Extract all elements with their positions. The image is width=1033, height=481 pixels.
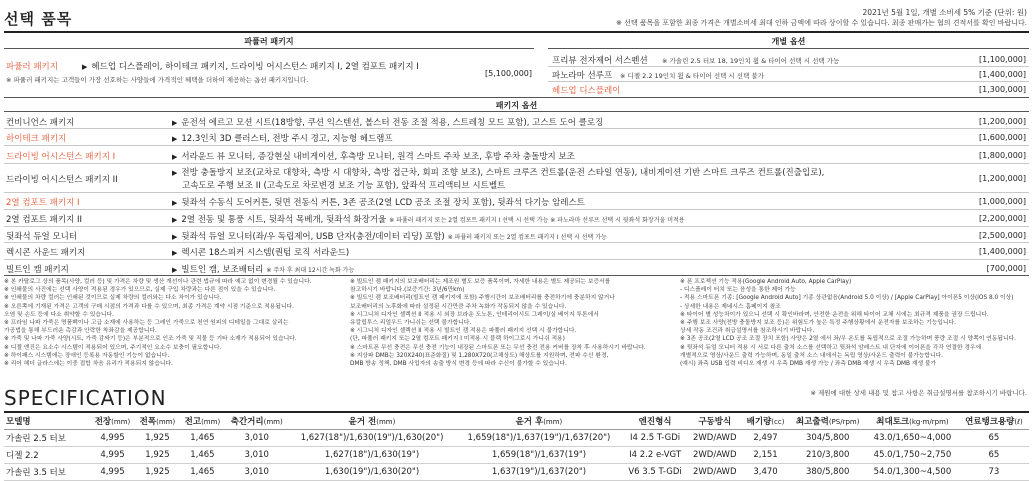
footnote: 개별적으로 영상/사운드 출력 가능하며, 동일 출처 소스 내에서는 독립 영상/사운드 출력이 불가능합니다. bbox=[680, 352, 944, 359]
footnote: - 디스플레이 터치 또는 음성을 통한 제어 가능 bbox=[680, 287, 796, 294]
arrow-right-icon: ▶ bbox=[172, 216, 178, 224]
package-desc-text: 뒷좌석 수동식 도어커튼, 뒷면 전동식 커튼, 3존 공조(2열 LCD 공조 조절 장치 포함), 뒷좌석 다기능 암레스트 bbox=[181, 198, 585, 208]
footnote: 유칼립투스 리얼우드 가니쉬는 선택 불가합니다. bbox=[350, 320, 472, 327]
col-tread-rear: 윤거 후(mm) bbox=[455, 412, 622, 430]
footnote: ※ 본 카탈로그 상의 품목(사양, 컬러 등) 및 가격은 차량 및 생산 개선이나 관련 법규에 따라 예고 없이 변경될 수 있습니다. bbox=[4, 279, 312, 285]
price-basis-note: 2021년 5월 1일, 개별 소비세 5% 기준 (단위: 원) bbox=[862, 8, 1027, 17]
footnote: - 상세한 내용은 제네시스 홈페이지 참조 bbox=[680, 303, 781, 310]
footnote: ※ 인쇄물의 사진에는 선택 사양이 적용된 경우가 있으므로, 실제 구입 차량과는 다른 점이 있을 수 있습니다. bbox=[4, 287, 276, 294]
footnote: 오염 및 손도 등에 다소 취약할 수 있습니다. bbox=[4, 311, 114, 318]
popular-heading-rule bbox=[4, 48, 534, 49]
package-row-divider bbox=[4, 145, 1029, 146]
arrow-right-icon: ▶ bbox=[172, 119, 178, 127]
package-row-divider bbox=[4, 259, 1029, 260]
option-name-preview-suspension: 프리뷰 전자제어 서스펜션 bbox=[552, 56, 648, 66]
cell-engine: I4 2.5 T-GDi bbox=[622, 430, 687, 447]
footnote: ※ 오른쪽에 기재된 가격은 고객의 구매 시점의 가격과 다를 수 있으며, 최종 가격은 계약 시점 기준으로 적용됩니다. bbox=[4, 303, 295, 310]
cell-fuel-tank: 65 bbox=[959, 447, 1029, 464]
popular-package-name: 파퓰러 패키지 bbox=[6, 62, 58, 72]
package-desc-text: 서라운드 뷰 모니터, 증강현실 내비게이션, 후측방 모니터, 원격 스마트 주차 보조, 후방 주차 충돌방지 보조 bbox=[181, 152, 575, 162]
footnotes-col-2 bbox=[350, 278, 675, 368]
package-bottom-rule bbox=[4, 275, 1029, 276]
popular-package-heading: 파퓰러 패키지 bbox=[244, 37, 294, 46]
package-row-divider bbox=[4, 128, 1029, 129]
footnote: ※ 지상파 DMB는 320X240(표준화질) 및 1,280X720(고해상도) 해상도를 지원하며, 전파 수신 환경, bbox=[350, 352, 609, 359]
footnote: ※ 타이어 별 성능차이가 있으니 선택 시 확인바라며, 안전한 운전을 위해 타이어 교체 시에는 최규격 제품을 권장 드립니다. bbox=[680, 311, 989, 318]
cell-tread-front: 1,630(19")/1,630(20") bbox=[289, 464, 456, 481]
arrow-right-icon: ▶ bbox=[172, 199, 178, 207]
footnote: ※ 인쇄물의 차량 컬러는 인쇄된 것이므로 실제 차량의 컬러와는 다소 차이가 있습니다. bbox=[4, 295, 222, 302]
footnote: ※ 3존 공조(2열 LCD 공조 조절 장치 포함) 사양은 2열 에서 좌/우 온도를 독립적으로 조절 가능하며 풍량 조절 시 양쪽이 연동됩니다. bbox=[680, 336, 1017, 343]
footnote: 참고하시기 바랍니다.(보증기간: 3년/6만km) bbox=[350, 287, 465, 294]
cell-displacement: 2,151 bbox=[742, 447, 790, 464]
cell-drive: 2WD/AWD bbox=[688, 464, 742, 481]
package-desc-rear-monitor bbox=[172, 230, 607, 242]
option-row-divider bbox=[548, 81, 1029, 82]
package-desc-text: 전방 충돌방지 보조(교차로 대향차, 측방 시 대향차, 측방 접근차, 회피 조향 보조), 스마트 크루즈 컨트롤(운전 스타일 연동), 내비게이션 기반 스마트 크루즈 컨트롤(진출입로), bbox=[181, 168, 825, 178]
cell-displacement: 2,497 bbox=[742, 430, 790, 447]
footnotes-col-1 bbox=[4, 278, 344, 368]
package-desc-text: 렉시콘 18스피커 시스템(퀀텀 로직 서라운드) bbox=[181, 248, 350, 258]
footnote: DMB 방송 정책, DMB 사업자의 송출 방식 변경 등에 따라 수신이 불가할 수 있습니다. bbox=[350, 361, 567, 368]
spec-header-row bbox=[4, 412, 1029, 430]
footnote: ※ 뒷좌석 듀얼 모니터 적용 시 서로 다른 출처 소스를 선택하고 뒷좌석 암레스트 내 단자에 이어폰을 각각 연결한 경우에 bbox=[680, 344, 982, 351]
col-height: 전고(mm) bbox=[180, 412, 225, 430]
option-price-hud: [1,300,000] bbox=[979, 85, 1026, 94]
footnote: ※ 스마트폰 무선 충전은 무선 충전 기능이 내장된 스마트폰 또는 무선 충전 전용 커버를 장착 후 사용하시기 바랍니다. bbox=[350, 344, 646, 351]
cell-torque: 43.0/1,650~4,000 bbox=[866, 430, 959, 447]
top-rule bbox=[4, 31, 1029, 33]
col-power: 최고출력(PS/rpm) bbox=[789, 412, 866, 430]
popular-package-price: [5,100,000] bbox=[485, 69, 532, 78]
spec-title: SPECIFICATION bbox=[4, 386, 167, 410]
package-price-builtin-cam: [700,000] bbox=[986, 264, 1026, 273]
cell-fuel-tank: 73 bbox=[959, 464, 1029, 481]
col-drive: 구동방식 bbox=[688, 412, 742, 430]
spec-table bbox=[4, 411, 1029, 481]
footnote: ※ 주행 보조 사양(전방 충돌방지 보조 등)은 위험도가 높은 특정 주행상황에서 운전자를 보조하는 기능입니다. bbox=[680, 320, 956, 327]
cell-width: 1,925 bbox=[135, 464, 180, 481]
cell-length: 4,995 bbox=[90, 464, 135, 481]
cell-engine: I4 2.2 e-VGT bbox=[622, 447, 687, 464]
cell-width: 1,925 bbox=[135, 447, 180, 464]
popular-package-desc bbox=[82, 60, 419, 72]
option-price-preview-suspension: [1,100,000] bbox=[979, 55, 1026, 64]
cell-displacement: 3,470 bbox=[742, 464, 790, 481]
package-price-hitech: [1,600,000] bbox=[979, 133, 1026, 142]
cell-model: 가솔린 2.5 터보 bbox=[4, 430, 90, 447]
package-name-comfort-1: 2열 컴포트 패키지 I bbox=[6, 198, 80, 208]
arrow-right-icon: ▶ bbox=[82, 63, 88, 71]
package-heading-rule bbox=[4, 111, 1029, 112]
package-desc-hitech bbox=[172, 132, 393, 144]
final-price-note: ※ 선택 품목을 포함한 최종 가격은 개별소비세 최대 인하 금액에 따라 상이할 수 있습니다. 최종 판매가는 협의 견적서를 확인 바랍니다. bbox=[616, 19, 1027, 27]
footnote: ※ 프라임 나파 가죽은 명품백이나 고급 소재에 사용하는 등 그레인 가죽으로 천연 원피의 디테일을 그대로 살리는 bbox=[4, 320, 289, 327]
col-length: 전장(mm) bbox=[90, 412, 135, 430]
package-desc-comfort-1 bbox=[172, 196, 585, 208]
package-price-convenience: [1,200,000] bbox=[979, 117, 1026, 126]
col-model: 모델명 bbox=[4, 412, 90, 430]
package-price-driving-assist-2: [1,200,000] bbox=[979, 174, 1026, 183]
cell-wheelbase: 3,010 bbox=[225, 447, 289, 464]
cell-wheelbase: 3,010 bbox=[225, 464, 289, 481]
option-row-divider bbox=[548, 66, 1029, 67]
individual-heading-rule bbox=[548, 48, 1029, 49]
footnote: - 적용 스마트폰 기종: [Google Android Auto] 기종 상관없음(Android 5.0 이상) / [Apple CarPlay] 아이폰5 이상(iOS 8.0 이상) bbox=[680, 295, 1014, 302]
arrow-right-icon: ▶ bbox=[172, 135, 178, 143]
popular-package-note: ※ 파퓰러 패키지는 고객들이 가장 선호하는 사양들에 가격적인 혜택을 더하여 제공하는 옵션 패키지입니다. bbox=[6, 76, 309, 84]
package-options-heading: 패키지 옵션 bbox=[495, 101, 538, 110]
package-note-builtin-cam: ※ 주차 후 최대 12시간 녹화 가능 bbox=[266, 267, 355, 274]
package-price-lexicon: [1,400,000] bbox=[979, 247, 1026, 256]
option-note-panorama-sunroof: ※ 디젤 2.2 19인치 휠 & 타이어 선택 시 선택 불가 bbox=[620, 72, 764, 80]
footnote: ※ 가죽 및 나파 가죽 사양(시트, 가죽 감싸기 등)은 부분적으로 인조 가죽 및 직물 등 기타 소재가 적용되어 있습니다. bbox=[4, 336, 297, 343]
col-width: 전폭(mm) bbox=[135, 412, 180, 430]
col-fuel-tank: 연료탱크용량(ℓ) bbox=[959, 412, 1029, 430]
cell-power: 380/5,800 bbox=[789, 464, 866, 481]
cell-tread-rear: 1,637(19")/1,637(20") bbox=[455, 464, 622, 481]
cell-height: 1,465 bbox=[180, 464, 225, 481]
table-row bbox=[4, 447, 1029, 464]
footnote: 가공법을 통해 부드러운 촉감과 안락한 착좌감을 제공합니다. bbox=[4, 328, 157, 335]
footnote: ※ 시그니처 디자인 셀렉션 II 적용 시 외장 브라운 도노톤, 인테리어시트 그레이/실 베이지 투톤에서 bbox=[350, 311, 599, 318]
footnote: ※ 리어 헤더 글라스에는 이중 접합 차음 유리가 적용되지 않습니다. bbox=[4, 361, 173, 368]
package-desc-text: 빌트인 캠, 보조배터리 bbox=[181, 265, 264, 275]
package-price-rear-monitor: [2,500,000] bbox=[979, 231, 1026, 240]
package-note-rear-monitor: ※ 파퓰러 패키지 또는 2열 컴포트 패키지 I 선택 시 선택 가능 bbox=[447, 234, 607, 241]
cell-drive: 2WD/AWD bbox=[688, 447, 742, 464]
option-price-panorama-sunroof: [1,400,000] bbox=[979, 70, 1026, 79]
package-row-divider bbox=[4, 242, 1029, 243]
cell-tread-front: 1,627(18")/1,630(19") bbox=[289, 447, 456, 464]
cell-width: 1,925 bbox=[135, 430, 180, 447]
col-torque: 최대토크(kg·m/rpm) bbox=[866, 412, 959, 430]
cell-tread-rear: 1,659(18")/1,637(19")/1,637(20") bbox=[455, 430, 622, 447]
footnote: ※ 시그니처 디자인 셀렉션 II 적용 시 빌트인 캠 적용은 파퓰러 패키지 선택 시 불가합니다. bbox=[350, 328, 577, 335]
package-row-divider bbox=[4, 163, 1029, 164]
cell-torque: 45.0/1,750~2,750 bbox=[866, 447, 959, 464]
package-desc-text: 2열 전동 및 통풍 시트, 뒷좌석 목베개, 뒷좌석 화장거울 bbox=[181, 215, 387, 225]
section-title: 선택 품목 bbox=[4, 10, 73, 28]
footnote: ※ 디젤 엔진은 요소수 시스템이 적용되어 있으며, 주기적인 요소수 보충이 필요합니다. bbox=[4, 344, 222, 351]
col-wheelbase: 축간거리(mm) bbox=[225, 412, 289, 430]
footnote: ※ 빌트인 캠 패키지의 보조배터리는 제조원 별도 보증 품목이며, 자세한 내용은 별도 제공되는 보증서를 bbox=[350, 279, 611, 285]
footnote: ※ 폰 프로젝션 기능 적용(Google Android Auto, Apple CarPlay) bbox=[680, 279, 852, 285]
package-name-comfort-2: 2열 컴포트 패키지 II bbox=[6, 215, 83, 225]
cell-model: 디젤 2.2 bbox=[4, 447, 90, 464]
package-desc-text: 운전석 에르고 모션 시트(18방향, 쿠션 익스텐션, 볼스터 전동 조절 적용, 스트레칭 모드 포함), 고스트 도어 클로징 bbox=[181, 118, 604, 128]
package-desc-lexicon bbox=[172, 246, 349, 258]
footnotes-col-3 bbox=[680, 278, 1029, 368]
cell-power: 304/5,800 bbox=[789, 430, 866, 447]
package-note-comfort-2: ※ 파퓰러 패키지 또는 2열 컴포트 패키지 I 선택 시 선택 가능 ※ 파노라마 선루프 선택 시 뒷좌석 화장거울 미적용 bbox=[389, 217, 685, 224]
package-desc-driving-assist-1 bbox=[172, 150, 575, 162]
package-price-comfort-2: [2,200,000] bbox=[979, 214, 1026, 223]
cell-fuel-tank: 65 bbox=[959, 430, 1029, 447]
arrow-right-icon: ▶ bbox=[172, 153, 178, 161]
package-row-divider bbox=[4, 209, 1029, 210]
package-row-divider bbox=[4, 192, 1029, 193]
cell-height: 1,465 bbox=[180, 447, 225, 464]
cell-power: 210/3,800 bbox=[789, 447, 866, 464]
cell-tread-rear: 1,659(18")/1,637(19") bbox=[455, 447, 622, 464]
footnote: ※ 빌트인 캠 보조배터리(빌트인 캠 패키지에 포함) 주행시간이 보조배터리를 충전하기에 충분하지 않거나 bbox=[350, 295, 615, 302]
popular-package-desc-text: 헤드업 디스플레이, 하이테크 패키지, 드라이빙 어시스턴스 패키지 I, 2열 컴포트 패키지 I bbox=[91, 62, 419, 72]
package-desc-driving-assist-2-line2: 고속도로 주행 보조 II (고속도로 차로변경 보조 기능 포함), 앞좌석 프리액티브 시트벨트 bbox=[182, 181, 506, 191]
spec-note: ※ 제원에 대한 상세 내용 및 참고 사항은 취급설명서를 참조하시기 바랍니다. bbox=[810, 389, 1027, 397]
arrow-right-icon: ▶ bbox=[172, 266, 178, 274]
cell-length: 4,995 bbox=[90, 447, 135, 464]
option-name-hud: 헤드업 디스플레이 bbox=[552, 86, 621, 96]
package-row-divider bbox=[4, 226, 1029, 227]
package-name-lexicon: 렉시콘 사운드 패키지 bbox=[6, 248, 86, 258]
arrow-right-icon: ▶ bbox=[172, 169, 178, 177]
package-price-driving-assist-1: [1,800,000] bbox=[979, 151, 1026, 160]
package-name-builtin-cam: 빌트인 캠 패키지 bbox=[6, 265, 69, 275]
package-desc-text: 12.3인치 3D 클러스터, 전방 주시 경고, 지능형 헤드램프 bbox=[181, 134, 393, 144]
cell-wheelbase: 3,010 bbox=[225, 430, 289, 447]
individual-options-heading: 개별 옵션 bbox=[771, 37, 806, 46]
footnote: (단, 파퓰러 패키지 또는 2열 컴포트 패키지 I 미적용 시 블랙 하이그로시 가니쉬 적용) bbox=[350, 336, 565, 343]
cell-torque: 54.0/1,300~4,500 bbox=[866, 464, 959, 481]
col-tread-front: 윤거 전(mm) bbox=[289, 412, 456, 430]
package-name-rear-monitor: 뒷좌석 듀얼 모니터 bbox=[6, 232, 78, 242]
option-note-preview-suspension: ※ 가솔린 2.5 터보 18, 19인치 휠 & 타이어 선택 시 선택 가능 bbox=[662, 57, 840, 65]
footnote: (예시) 좌측 USB 입력 비디오 재생 시 우측 DMB 재생 가능 / 좌측 DMB 재생 시 우측 DMB 재생 불가 bbox=[680, 361, 937, 368]
package-desc-builtin-cam bbox=[172, 263, 354, 275]
cell-engine: V6 3.5 T-GDi bbox=[622, 464, 687, 481]
arrow-right-icon: ▶ bbox=[172, 233, 178, 241]
package-desc-driving-assist-2 bbox=[172, 166, 824, 178]
package-name-driving-assist-1: 드라이빙 어시스턴스 패키지 I bbox=[6, 152, 116, 162]
option-name-panorama-sunroof: 파노라마 선루프 bbox=[552, 71, 613, 81]
package-desc-text: 뒷좌석 듀얼 모니터(좌/우 독립제어, USB 단자(충전/데이터 리딩) 포함) bbox=[181, 232, 445, 242]
cell-model: 가솔린 3.5 터보 bbox=[4, 464, 90, 481]
arrow-right-icon: ▶ bbox=[172, 249, 178, 257]
package-desc-convenience bbox=[172, 116, 603, 128]
package-price-comfort-1: [1,000,000] bbox=[979, 197, 1026, 206]
package-section-rule bbox=[4, 97, 1029, 98]
cell-tread-front: 1,627(18")/1,630(19")/1,630(20") bbox=[289, 430, 456, 447]
footnote: ※ 하이패스 시스템에는 장애인 등록용 자동할인 기능이 없습니다. bbox=[4, 352, 170, 359]
table-row bbox=[4, 464, 1029, 481]
col-displacement: 배기량(cc) bbox=[742, 412, 790, 430]
package-desc-comfort-2 bbox=[172, 213, 685, 225]
footnote: 보조배터리의 노후화에 따라 설정된 시간만큼 주차 녹화가 작동되지 않을 수 있습니다. bbox=[350, 303, 567, 310]
footnote: 상세 작동 조건과 취급설명서를 참조하시기 바랍니다. bbox=[680, 328, 815, 335]
package-name-hitech: 하이테크 패키지 bbox=[6, 134, 67, 144]
package-name-convenience: 컨비니언스 패키지 bbox=[6, 118, 75, 128]
table-row bbox=[4, 430, 1029, 447]
cell-length: 4,995 bbox=[90, 430, 135, 447]
package-name-driving-assist-2: 드라이빙 어시스턴스 패키지 II bbox=[6, 175, 118, 185]
col-engine: 엔진형식 bbox=[622, 412, 687, 430]
cell-drive: 2WD/AWD bbox=[688, 430, 742, 447]
header-notes bbox=[616, 8, 1027, 28]
cell-height: 1,465 bbox=[180, 430, 225, 447]
